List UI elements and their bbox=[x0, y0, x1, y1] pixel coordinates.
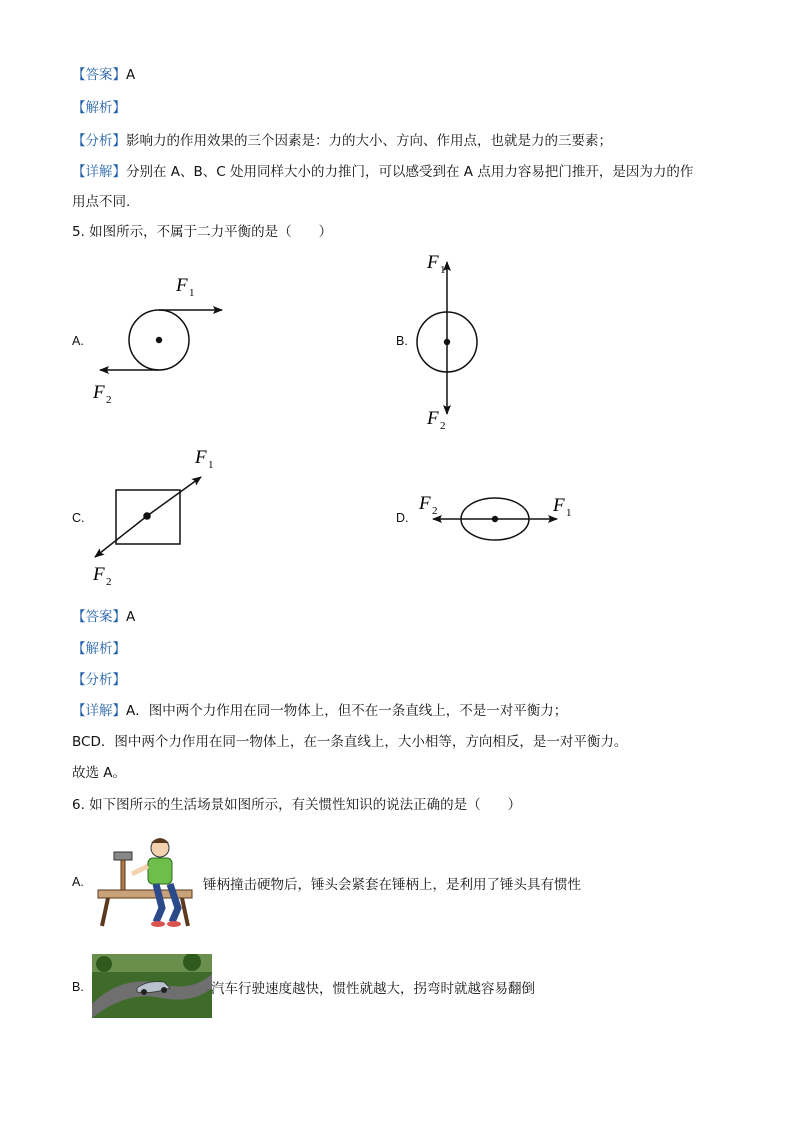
answer-tag: 【答案】 bbox=[72, 609, 126, 625]
q5-detail-cont: BCD．图中两个力作用在同一物体上，在一条直线上，大小相等，方向相反，是一对平衡力。 bbox=[72, 734, 628, 750]
f1-sub: 1 bbox=[440, 264, 446, 276]
figure-c bbox=[92, 447, 214, 588]
answer-value: A bbox=[126, 67, 136, 83]
fenxi-tag: 【分析】 bbox=[72, 672, 126, 688]
q6-option-a-label: A. bbox=[72, 875, 84, 889]
f2-label: F bbox=[427, 408, 439, 429]
f2-label: F bbox=[93, 564, 105, 585]
f1-sub: 1 bbox=[189, 287, 195, 299]
f1-sub: 1 bbox=[208, 459, 214, 471]
q5-stem: 5. 如图所示，不属于二力平衡的是（ ） bbox=[72, 224, 333, 240]
q5-conclusion: 故选 A。 bbox=[72, 765, 127, 781]
fenxi-tag: 【分析】 bbox=[72, 133, 126, 149]
f2-sub: 2 bbox=[106, 576, 112, 588]
f2-label: F bbox=[93, 382, 105, 403]
q4-detail-cont: 用点不同. bbox=[72, 194, 131, 210]
analysis-tag: 【解析】 bbox=[72, 641, 126, 657]
detail-tag: 【详解】 bbox=[72, 703, 126, 719]
q6-option-b-text: 汽车行驶速度越快，惯性就越大，拐弯时就越容易翻倒 bbox=[211, 981, 535, 997]
figure-a bbox=[92, 275, 222, 406]
f1-label: F bbox=[553, 495, 565, 516]
f2-sub: 2 bbox=[432, 505, 438, 517]
f1-label: F bbox=[427, 252, 439, 273]
q5-fenxi-line bbox=[72, 670, 126, 690]
answer-tag: 【答案】 bbox=[72, 67, 126, 83]
f2-sub: 2 bbox=[106, 394, 112, 406]
option-d-label: D. bbox=[396, 511, 409, 525]
force-f1-arrow bbox=[147, 477, 201, 516]
q5-analysis-line bbox=[72, 639, 126, 659]
figure-b bbox=[417, 252, 477, 432]
f1-label: F bbox=[176, 275, 188, 296]
option-b-label: B. bbox=[396, 334, 408, 348]
detail-text: 分别在 A、B、C 处用同样大小的力推门，可以感受到在 A 点用力容易把门推开，是因为力的作 bbox=[126, 164, 694, 180]
f1-sub: 1 bbox=[566, 507, 572, 519]
q6-option-a-text: 锤柄撞击硬物后，锤头会紧套在锤柄上，是利用了锤头具有惯性 bbox=[203, 877, 581, 893]
detail-tag: 【详解】 bbox=[72, 164, 126, 180]
center-dot bbox=[156, 337, 162, 343]
q6-stem: 6. 如下图所示的生活场景如图所示，有关惯性知识的说法正确的是（ ） bbox=[72, 797, 522, 813]
analysis-tag: 【解析】 bbox=[72, 100, 126, 116]
option-c-label: C. bbox=[72, 511, 85, 525]
answer-value: A bbox=[126, 609, 136, 625]
fenxi-text: 影响力的作用效果的三个因素是：力的大小、方向、作用点，也就是力的三要素； bbox=[126, 133, 612, 149]
f2-label: F bbox=[419, 493, 431, 514]
option-a-label: A. bbox=[72, 334, 84, 348]
force-f2-arrow bbox=[95, 516, 147, 557]
f1-label: F bbox=[195, 447, 207, 468]
f2-sub: 2 bbox=[440, 420, 446, 432]
q6-option-b-label: B. bbox=[72, 980, 84, 994]
q5-detail-line bbox=[72, 701, 567, 721]
q5-answer-line bbox=[72, 607, 135, 627]
figure-d bbox=[418, 493, 572, 540]
detail-text: A．图中两个力作用在同一物体上，但不在一条直线上，不是一对平衡力； bbox=[126, 703, 568, 719]
car-curve-photo bbox=[92, 954, 212, 1018]
hammer-bench-illustration bbox=[94, 830, 204, 930]
